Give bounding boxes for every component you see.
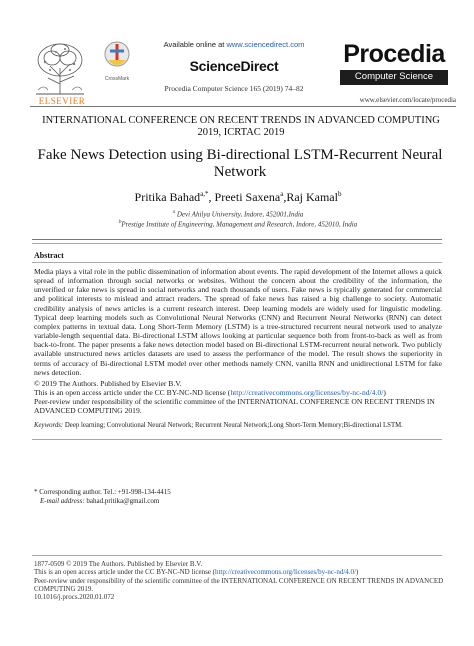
abstract-body: Media plays a vital role in the public dissemination of information about events. The rapid development of the Internet allows a quick spread of information through social networks or websites. Without the concern about the credibility of the information, the unverified or fake news is spread in social networks and reach thousands of users. Fake news is typically generated for commercial and political interests to mislead and attract readers. The spread of fake news has raised a big challenge to society. Automatic credibility analysis of news articles is a current research interest. Deep learning models are widely used for linguistic modeling. Typical deep learning models such as Convolutional Neural Networks (CNN) and Recurrent Neural Networks (RNN) can detect complex patterns in textual data. Long Short-Term Memory (LSTM) is a tree-structured recurrent neural network used to analyze variable-length sequential data. Bi-directional LSTM allows looking at particular sequence both from front-to-back as well as from back-to-front. The paper presents a fake news detection model based on Bi-directional LSTM-recurrent neural network. Two publicly available unstructured news articles datasets are used to assess the performance of the model. The result shows the superiority in terms of accuracy of Bi-directional LSTM model over other methods namely CNN, vanilla RNN and unidirectional LSTM for fake news detection. [34,267,442,377]
paper-title: Fake News Detection using Bi-directional LSTM-Recurrent Neural Network [37,147,443,180]
sciencedirect-link[interactable]: www.sciencedirect.com [226,40,305,49]
crossmark-icon[interactable] [102,40,132,78]
license-line [34,388,442,397]
footer-license-link[interactable]: http://creativecommons.org/licenses/by-nc-nd/4.0/ [214,568,356,577]
affiliation-b [40,220,436,228]
license-close: ) [383,388,386,398]
footer-license-text: This is an open access article under the CC BY-NC-ND license ( [34,568,215,577]
conference-name: INTERNATIONAL CONFERENCE ON RECENT TRENDS IN ADVANCED COMPUTING 2019, ICRTAC 2019 [42,115,440,138]
author-name: Preeti Saxena [214,190,281,204]
license-link[interactable]: http://creativecommons.org/licenses/by-nc-nd/4.0/ [230,388,384,398]
footer [34,560,444,601]
available-online-line [136,40,332,49]
abstract-heading: Abstract [34,251,64,260]
section-divider [32,243,442,244]
keywords-text: Deep learning; Convolutional Neural Network; Recurrent Neural Network;Long Short-Term Memory;Bi-directional LSTM. [63,422,403,429]
affiliation-mark: a [172,210,176,215]
copyright-block [34,379,442,416]
elsevier-tree-logo [30,40,90,96]
keywords-label: Keywords: [34,422,64,429]
author-affiliation-mark: a,* [200,190,209,198]
affiliation-text: Prestige Institute of Engineering, Management and Research, Indore, 452010, India [121,220,358,229]
author-list [60,190,416,205]
footer-divider [32,555,442,556]
footer-peer-review: Peer-review under responsibility of the scientific committee of the INTERNATIONAL CONFERENCE ON RECENT TRENDS IN ADVANCED COMPUTING 2019. [34,576,444,593]
elsevier-url-link[interactable]: www.elsevier.com/locate/procedia [359,96,456,104]
corresponding-phone: * Corresponding author. Tel.: +91-998-134-4415 [34,488,171,496]
author-separator: , [208,190,215,204]
peer-review-line: Peer-review under responsibility of the scientific committee of the INTERNATIONAL CONFERENCE ON RECENT TRENDS IN ADVANCED COMPUTING 2019. [34,397,435,416]
journal-reference: Procedia Computer Science 165 (2019) 74–82 [164,84,304,93]
affiliation-a [60,210,416,218]
author-affiliation-mark: a [280,190,284,198]
procedia-subtitle: Computer Science [354,71,434,82]
affiliation-text: Devi Ahilya University, Indore, 452001,India [175,210,304,219]
author-name: Pritika Bahad [134,190,201,204]
footer-issn-line: 1877-0509 © 2019 The Authors. Published by Elsevier B.V. [34,560,203,568]
footer-license-close: ) [356,568,359,577]
elsevier-wordmark: ELSEVIER [38,96,86,106]
author-name: Raj Kamal [286,190,338,204]
header-divider [30,106,456,107]
author-separator: , [283,190,287,204]
section-divider [32,439,442,440]
copyright-line: © 2019 The Authors. Published by Elsevier B.V. [34,379,182,388]
available-online-text: Available online at [163,40,227,49]
affiliation-mark: b [118,220,122,225]
footer-license-line [34,568,444,576]
sciencedirect-wordmark: ScienceDirect [189,58,279,74]
section-divider [32,262,442,263]
procedia-title: Procedia [343,40,445,68]
corresponding-author [34,488,394,505]
footer-doi[interactable]: 10.1016/j.procs.2020.01.072 [34,593,115,602]
section-divider [32,239,442,240]
license-text: This is an open access article under the CC BY-NC-ND license ( [34,388,231,398]
corresponding-email-line [34,497,394,506]
keywords-line [34,422,442,429]
crossmark-label: CrossMark [104,76,130,82]
email-address[interactable]: bahad.pritika@gmail.com [84,496,160,505]
email-label: E-mail address: [40,496,85,505]
author-affiliation-mark: b [337,190,342,198]
